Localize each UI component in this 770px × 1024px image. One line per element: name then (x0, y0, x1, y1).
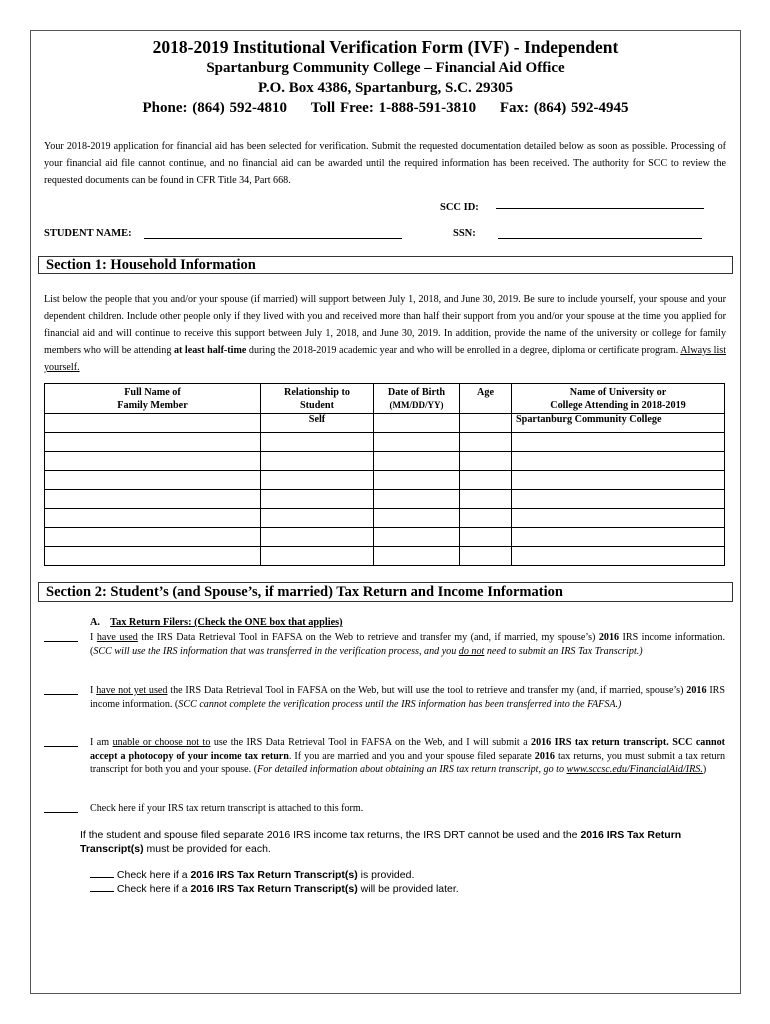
check-provided: Check here if a 2016 IRS Tax Return Transcript(s) is provided. (90, 868, 414, 882)
cell-college-self: Spartanburg Community College (512, 414, 725, 433)
cell-dob-self[interactable] (374, 414, 460, 433)
subhead-letter: A. (90, 617, 101, 628)
scc-id-label: SCC ID: (440, 202, 479, 213)
check-later: Check here if a 2016 IRS Tax Return Transcript(s) will be provided later. (90, 882, 459, 896)
household-text-a: List below the people that you and/or your spouse (if married) will support between July 1, 2018, and June 30, 2019. Be sure to include yourself, your spouse and your dependent children. Include other people only if they lived with you and received more than half their support from you and/or your spouse at the time you applied for financial aid and will continue to receive this support between July 1, 2018, and June 30, 2019. In addition, provide the name of the university or college for family members who will be attending (44, 294, 726, 356)
col-dob: Date of Birth (MM/DD/YY) (374, 384, 460, 414)
col-age: Age (460, 384, 512, 414)
table-row[interactable] (45, 547, 725, 566)
household-table (44, 383, 725, 566)
col-relationship: Relationship to Student (261, 384, 374, 414)
option2-text: I have not yet used the IRS Data Retrieval Tool in FAFSA on the Web, but will use the tool to retrieve and transfer my (and, if married, spouse’s) 2016 IRS income information. (SCC cannot complete the verification process until the IRS information has been transferred into the FAFSA.) (90, 685, 726, 710)
option1-text: I have used the IRS Data Retrieval Tool in FAFSA on the Web to retrieve and transfer my (and, if married, my spouse’s) 2016 IRS income information. (SCC will use the IRS information that was transferred in the verification process, and you do not need to submit an IRS Tax Transcript.) (90, 632, 725, 657)
option3-text: I am unable or choose not to use the IRS Data Retrieval Tool in FAFSA on the Web, and I will submit a 2016 IRS tax return transcript. SCC cannot accept a photocopy of your income tax return. If you are married and you and your spouse filed separate 2016 tax returns, you must submit a tax return transcript for both you and your spouse. (For detailed information about obtaining an IRS tax return transcript, go to www.sccsc.edu/FinancialAid/IRS.) (90, 737, 725, 775)
section1-header: Section 1: Household Information (38, 256, 733, 274)
cell-age-self[interactable] (460, 414, 512, 433)
office-name: Spartanburg Community College – Financial Aid Office (206, 60, 565, 76)
cell-rel-self: Self (261, 414, 374, 433)
table-row (45, 414, 725, 433)
section2-header: Section 2: Student’s (and Spouse’s, if married) Tax Return and Income Information (38, 582, 733, 602)
fax: Fax: (864) 592-4945 (499, 100, 629, 116)
phone: Phone: (864) 592-4810 (142, 100, 288, 116)
table-row[interactable] (45, 433, 725, 452)
ssn-label: SSN: (453, 228, 476, 239)
option3-blank[interactable] (44, 746, 78, 747)
col-college: Name of University or College Attending in 2018-2019 (512, 384, 725, 414)
household-text-underline: Always list yourself. (44, 345, 727, 373)
table-header-row (45, 384, 725, 414)
subhead-text: Tax Return Filers: (Check the ONE box that applies) (110, 617, 343, 628)
option2-blank[interactable] (44, 694, 78, 695)
cell-name-self[interactable] (45, 414, 261, 433)
table-row[interactable] (45, 452, 725, 471)
option4-text: Check here if your IRS tax return transcript is attached to this form. (90, 803, 364, 814)
table-row[interactable] (45, 528, 725, 547)
check-provided-blank[interactable] (90, 877, 114, 878)
table-row[interactable] (45, 490, 725, 509)
separate-returns-note: If the student and spouse filed separate 2016 IRS income tax returns, the IRS DRT cannot be used and the 2016 IRS Tax Return Transcript(s) must be provided for each. (80, 829, 682, 855)
tax-filers-subhead (90, 617, 343, 628)
check-later-blank[interactable] (90, 891, 114, 892)
irs-link[interactable]: www.sccsc.edu/FinancialAid/IRS. (566, 764, 703, 775)
student-name-label: STUDENT NAME: (44, 228, 132, 239)
table-row[interactable] (45, 471, 725, 490)
ssn-field[interactable] (498, 238, 702, 239)
household-text-bold: at least half-time (173, 345, 247, 356)
toll-free: Toll Free: 1-888-591-3810 (310, 100, 477, 116)
household-text-b: during the 2018-2019 academic year and who will be enrolled in a degree, diploma or certificate program. (248, 345, 679, 356)
table-row[interactable] (45, 509, 725, 528)
office-address: P.O. Box 4386, Spartanburg, S.C. 29305 (258, 80, 513, 96)
student-name-field[interactable] (144, 238, 402, 239)
col-full-name: Full Name of Family Member (45, 384, 261, 414)
option1-blank[interactable] (44, 641, 78, 642)
option4-blank[interactable] (44, 812, 78, 813)
intro-paragraph: Your 2018-2019 application for financial aid has been selected for verification. Submit the requested documentation detailed below as soon as possible. Processing of your financial aid file cannot continue, and no financial aid can be awarded until the required information has been received. The authority for SCC to review the requested documents can be found in CFR Title 34, Part 668. (44, 141, 726, 186)
scc-id-field[interactable] (496, 208, 704, 209)
contact-line (30, 100, 741, 117)
household-instructions (44, 291, 726, 376)
form-title: 2018-2019 Institutional Verification Form (IVF) - Independent (152, 37, 619, 57)
